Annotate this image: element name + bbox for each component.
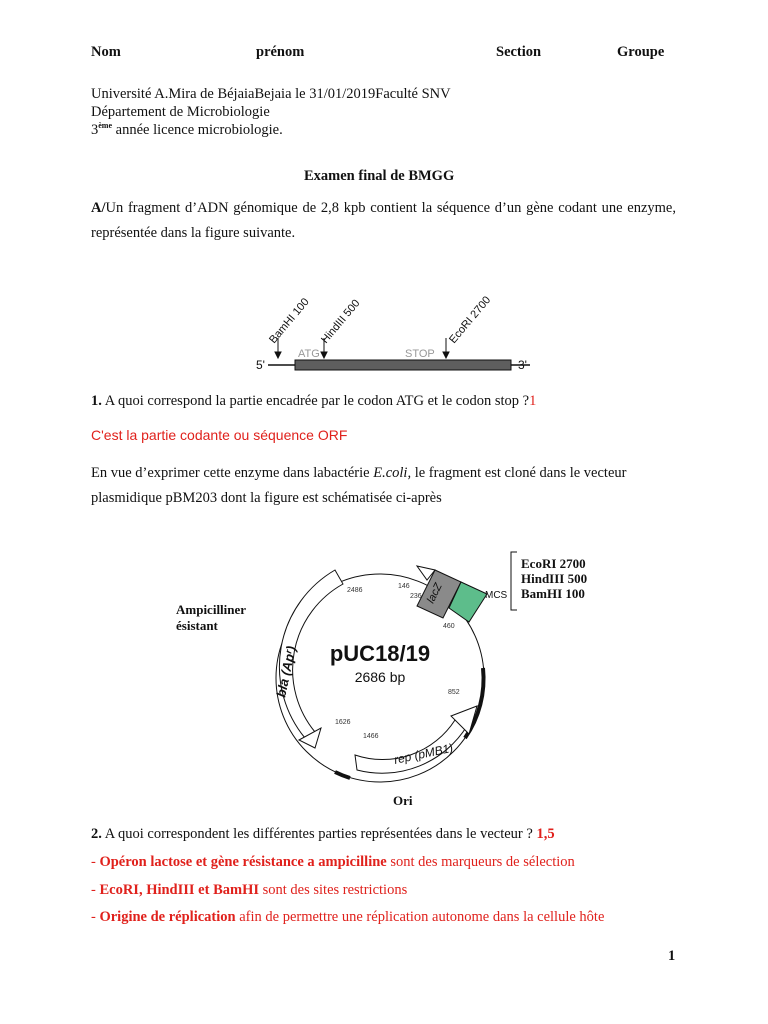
ecori-site-label: EcoRI 2700 — [447, 294, 494, 346]
ori-label: Ori — [393, 793, 413, 808]
mcs-site-bamhi: BamHI 100 — [521, 586, 585, 601]
institution-line-3: 3ème année licence microbiologie. — [91, 121, 283, 138]
mcs-bracket — [507, 550, 519, 612]
plasmid-map — [255, 548, 515, 788]
section-a-text: A/Un fragment d’ADN génomique de 2,8 kpb contient la séquence d’un gène codant une enzyme, représentée dans la figure suivante. — [91, 200, 676, 241]
cloning-paragraph: En vue d’exprimer cette enzyme dans labactérie E.coli, le fragment est cloné dans le vecteur plasmidique pBM203 dont la figure est schématisée ci-après — [91, 465, 627, 506]
gene-fragment-figure — [250, 286, 530, 386]
position-236: 236 — [410, 593, 422, 600]
header-nom: Nom — [91, 44, 121, 60]
hindiii-site-label: HindIII 500 — [319, 297, 363, 346]
plasmid-name: pUC18/19 — [329, 641, 431, 666]
three-prime-label: 3' — [518, 358, 527, 372]
atg-label: ATG — [298, 348, 320, 360]
rep-label: rep (pMB1) — [392, 740, 455, 767]
bla-label: bla (Apʳ) — [273, 644, 299, 699]
header-section: Section — [496, 44, 542, 60]
stop-label: STOP — [405, 348, 435, 360]
institution-line-2: Département de Microbiologie — [91, 104, 270, 120]
header-prenom: prénom — [256, 44, 305, 60]
exam-title: Examen final de BMGG — [304, 168, 455, 184]
mcs-site-hindiii: HindIII 500 — [521, 571, 588, 586]
bamhi-site-label: BamHI 100 — [267, 296, 312, 346]
mcs-label: MCS — [485, 590, 508, 601]
mcs-site-ecori: EcoRI 2700 — [521, 556, 586, 571]
five-prime-label: 5' — [256, 358, 265, 372]
lacz-label: lacZ — [424, 581, 445, 606]
question-2: 2. A quoi correspondent les différentes parties représentées dans le vecteur ? 1,5 — [91, 826, 555, 842]
coding-region-box — [295, 360, 511, 370]
page-number: 1 — [668, 948, 676, 964]
header-groupe: Groupe — [617, 44, 665, 60]
mcs-site-list — [521, 556, 587, 601]
question-1-answer: C'est la partie codante ou séquence ORF — [91, 427, 348, 443]
question-2-answer-3: - Origine de réplication afin de permettre une réplication autonome dans la cellule hôte — [91, 909, 605, 925]
institution-line-1: Université A.Mira de BéjaiaBejaia le 31/01/2019Faculté SNV — [91, 86, 451, 102]
position-460: 460 — [443, 623, 455, 630]
question-2-answer-2: - EcoRI, HindIII et BamHI sont des sites restrictions — [91, 882, 408, 898]
position-1626: 1626 — [335, 719, 351, 726]
question-2-answer-1: - Opéron lactose et gène résistance a ampicilline sont des marqueurs de sélection — [91, 854, 575, 870]
question-1: 1. A quoi correspond la partie encadrée par le codon ATG et le codon stop ?1 — [91, 393, 537, 409]
plasmid-size: 2686 bp — [354, 669, 406, 685]
ampicillin-label: Ampicilliner ésistant — [176, 602, 247, 633]
position-2486: 2486 — [347, 587, 363, 594]
position-146: 146 — [398, 583, 410, 590]
position-852: 852 — [448, 689, 460, 696]
position-1466: 1466 — [363, 733, 379, 740]
